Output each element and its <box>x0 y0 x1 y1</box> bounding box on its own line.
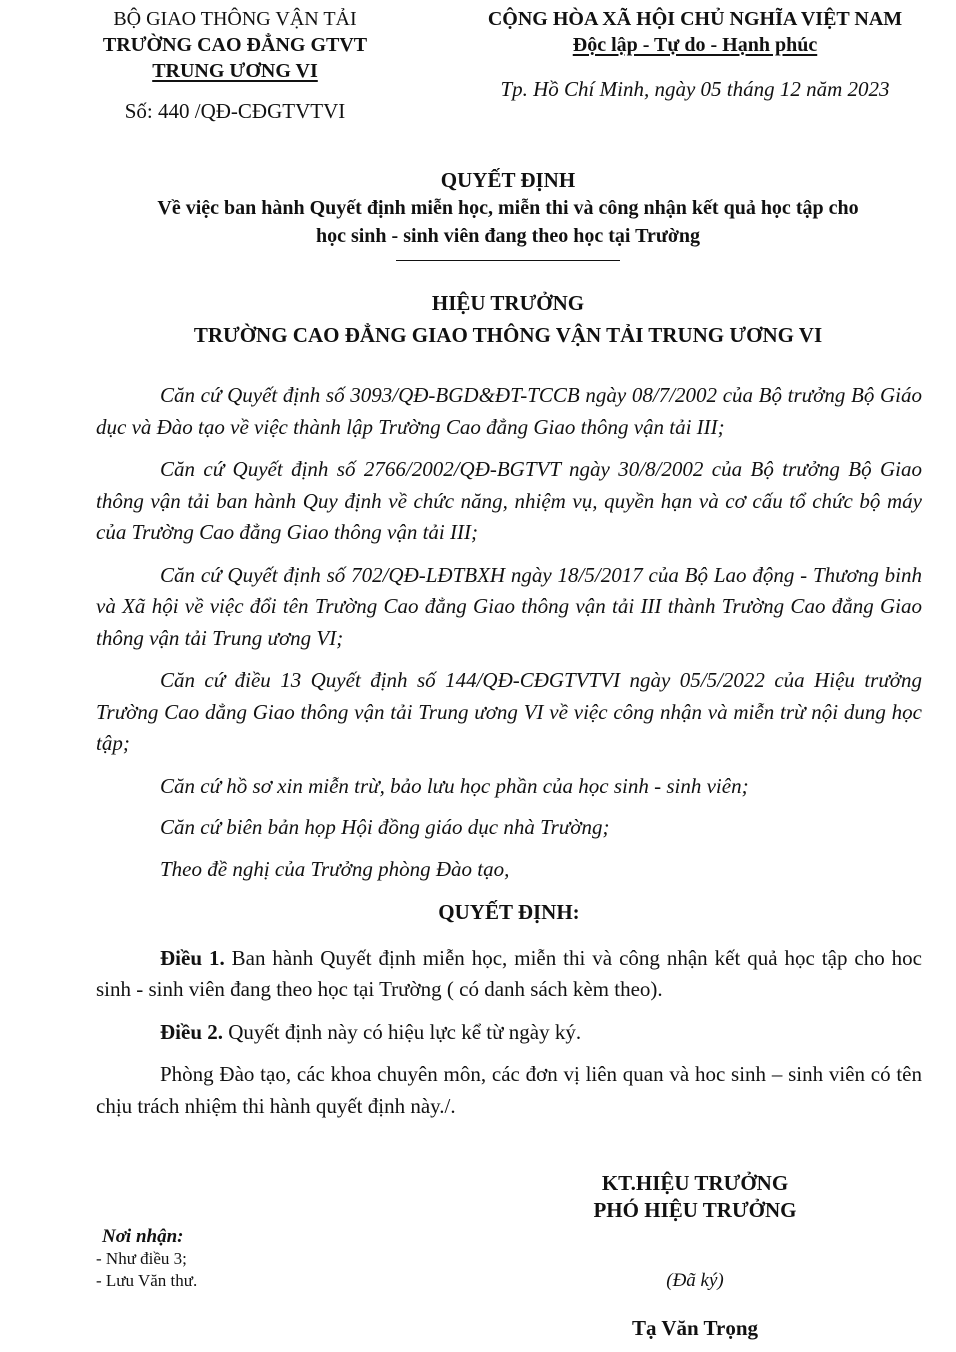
authority-title: HIỆU TRƯỞNG <box>431 291 585 315</box>
subject-line-1: Về việc ban hành Quyết định miễn học, miễn thi và công nhận kết quả học tập cho <box>157 197 859 219</box>
legal-basis-4: Căn cứ điều 13 Quyết định số 144/QĐ-CĐGTVTVI ngày 05/5/2022 của Hiệu trưởng Trường Cao dẳng Giao thông vận tải Trung ương VI về việc công nhận và miễn trừ nội dung học tập; <box>96 668 922 755</box>
document-body <box>96 380 922 1133</box>
recipient-item: - Lưu Văn thư. <box>96 1271 198 1290</box>
national-motto: Độc lập - Tự do - Hạnh phúc <box>572 34 818 56</box>
document-type: QUYẾT ĐỊNH <box>440 168 576 192</box>
legal-basis-1: Căn cứ Quyết định số 3093/QĐ-BGD&ĐT-TCCB ngày 08/7/2002 của Bộ trưởng Bộ Giáo dục và Đào tạo về việc thành lập Trường Cao đẳng Giao thông vận tải III; <box>96 383 922 439</box>
article-2 <box>96 1017 922 1049</box>
decision-heading: QUYẾT ĐỊNH: <box>438 900 580 924</box>
legal-basis-6: Căn cứ biên bản họp Hội đồng giáo dục nhà Trường; <box>160 815 610 839</box>
title-divider <box>396 260 620 261</box>
school-name-line1: TRƯỜNG CAO ĐẲNG GTVT <box>102 34 368 56</box>
place-and-date: Tp. Hồ Chí Minh, ngày 05 tháng 12 năm 2023 <box>500 77 890 101</box>
signed-note: (Đã ký) <box>666 1270 724 1291</box>
recipients-heading: Nơi nhận: <box>102 1226 184 1247</box>
article-1-label: Điều 1. <box>160 945 225 970</box>
issuer-header <box>60 6 410 124</box>
document-number: Số: 440 /QĐ-CĐGTVTVI <box>124 99 346 123</box>
recipient-item: - Như điều 3; <box>96 1249 187 1268</box>
article-1 <box>96 943 922 1006</box>
nation-name: CỘNG HÒA XÃ HỘI CHỦ NGHĨA VIỆT NAM <box>487 8 903 30</box>
proposal-basis: Theo đề nghị của Trưởng phòng Đào tạo, <box>160 856 510 881</box>
subject-line-2: học sinh - sinh viên đang theo học tại Trường <box>315 225 701 247</box>
recipients-block <box>96 1226 396 1292</box>
school-name-line2: TRUNG ƯƠNG VI <box>152 60 318 82</box>
ministry-name: BỘ GIAO THÔNG VẬN TẢI <box>113 8 357 30</box>
national-header <box>455 6 935 102</box>
signature-block <box>560 1170 830 1224</box>
title-block <box>60 166 956 351</box>
authority-school: TRƯỜNG CAO ĐẲNG GIAO THÔNG VẬN TẢI TRUNG ƯƠNG VI <box>193 323 823 347</box>
signer-name: Tạ Văn Trọng <box>631 1316 759 1340</box>
legal-basis-3: Căn cứ Quyết định số 702/QĐ-LĐTBXH ngày 18/5/2017 của Bộ Lao động - Thương binh và Xã hội về việc đổi tên Trường Cao đẳng Giao thông vận tải III thành Trường Cao đẳng Giao thông vận tải Trung ương VI; <box>96 562 922 650</box>
execution-clause: Phòng Đào tạo, các khoa chuyên môn, các đơn vị liên quan và hoc sinh – sinh viên có tên chịu trách nhiệm thi hành quyết định này./. <box>96 1062 922 1118</box>
article-2-label: Điều 2. <box>160 1019 223 1044</box>
signature-on-behalf: KT.HIỆU TRƯỞNG <box>601 1171 789 1195</box>
legal-basis-5: Căn cứ hồ sơ xin miễn trừ, bảo lưu học phần của học sinh - sinh viên; <box>160 773 749 798</box>
article-1-text: Ban hành Quyết định miễn học, miễn thi và công nhận kết quả học tập cho hoc sinh - sinh viên đang theo học tại Trường ( có danh sách kèm theo). <box>96 945 922 1001</box>
article-2-text: Quyết định này có hiệu lực kể từ ngày ký. <box>223 1019 582 1044</box>
issuing-authority <box>60 287 956 351</box>
legal-basis-2: Căn cứ Quyết định số 2766/2002/QĐ-BGTVT ngày 30/8/2002 của Bộ trưởng Bộ Giao thông vận tải ban hành Quy định về chức năng, nhiệm vụ, quyền hạn và cơ cấu tổ chức bộ máy của Trường Cao đẳng Giao thông vận tải III; <box>96 457 922 544</box>
signature-position: PHÓ HIỆU TRƯỞNG <box>593 1198 797 1222</box>
